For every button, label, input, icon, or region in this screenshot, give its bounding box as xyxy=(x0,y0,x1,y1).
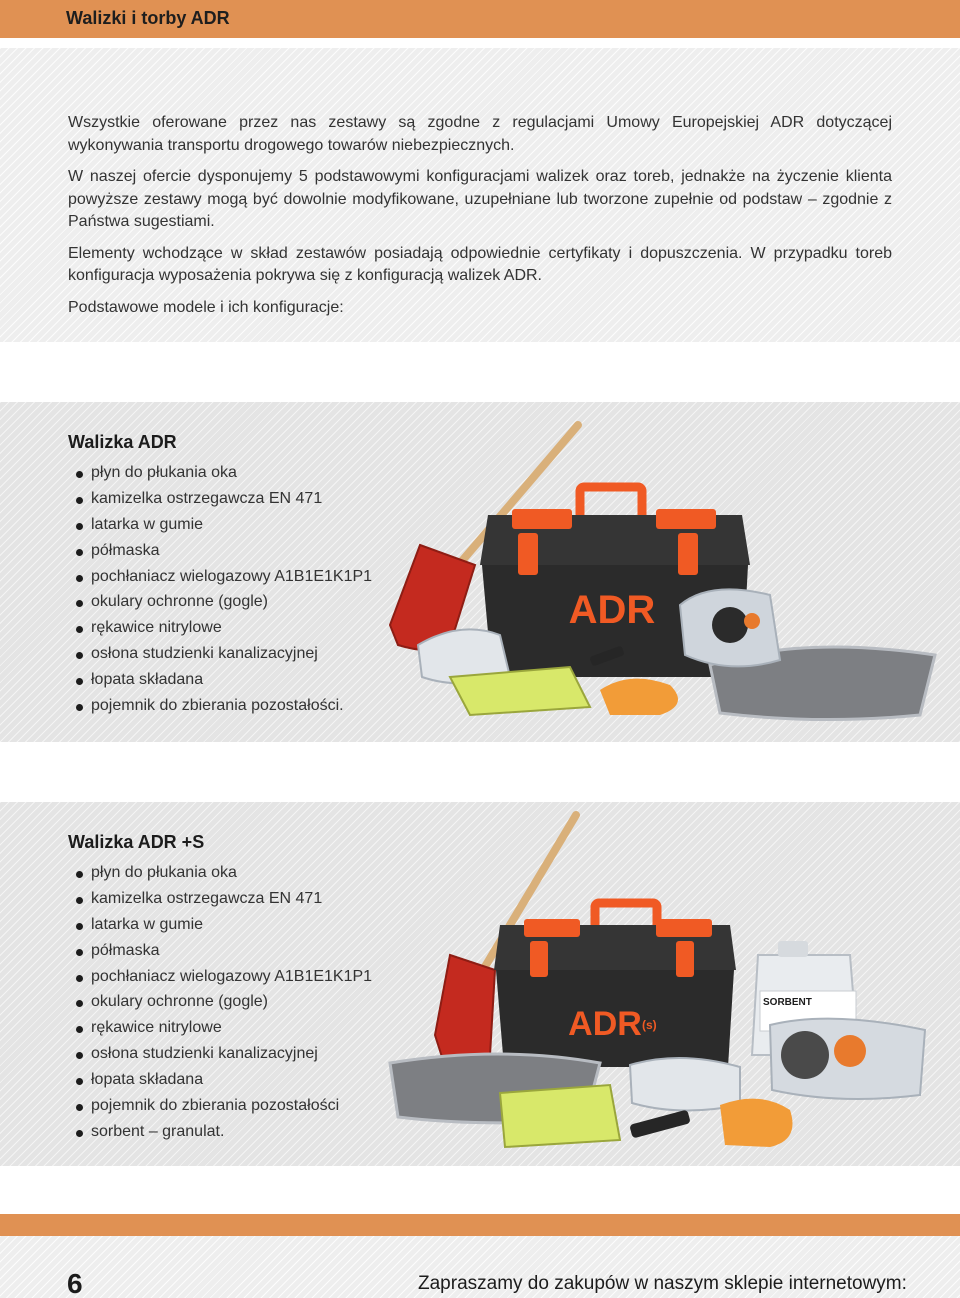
intro-paragraph: Wszystkie oferowane przez nas zestawy są zgodne z regulacjami Umowy Europejskiej ADR dotyczącej wykonywania transportu drogowego towarów niebezpiecznych. xyxy=(68,114,892,154)
list-item: osłona studzienki kanalizacyjnej xyxy=(76,1041,372,1067)
list-item: latarka w gumie xyxy=(76,912,372,938)
list-item: latarka w gumie xyxy=(76,512,372,538)
list-item: osłona studzienki kanalizacyjnej xyxy=(76,641,372,667)
list-item: płyn do płukania oka xyxy=(76,460,372,486)
canister-label-text: SORBENT xyxy=(763,997,812,1008)
intro-text xyxy=(68,112,892,328)
list-item: płyn do płukania oka xyxy=(76,860,372,886)
box-latch xyxy=(518,533,538,575)
header-bar xyxy=(0,0,960,38)
list-item: pochłaniacz wielogazowy A1B1E1K1P1 xyxy=(76,564,372,590)
product-title: Walizka ADR xyxy=(68,432,177,452)
list-item: półmaska xyxy=(76,938,372,964)
list-item: okulary ochronne (gogle) xyxy=(76,589,372,615)
gloves xyxy=(600,679,678,715)
adr-s-kit-photo xyxy=(380,805,940,1160)
list-item: rękawice nitrylowe xyxy=(76,615,372,641)
half-mask xyxy=(781,1031,829,1079)
footer-text: Zapraszamy do zakupów w naszym sklepie internetowym: xyxy=(418,1273,907,1294)
box-label: ADR xyxy=(568,1005,642,1043)
list-item: kamizelka ostrzegawcza EN 471 xyxy=(76,486,372,512)
list-item: półmaska xyxy=(76,538,372,564)
box-latch xyxy=(530,941,548,977)
box-latch xyxy=(678,533,698,575)
list-item: łopata składana xyxy=(76,1067,372,1093)
list-item: pojemnik do zbierania pozostałości xyxy=(76,1093,372,1119)
list-item: rękawice nitrylowe xyxy=(76,1015,372,1041)
box-latch xyxy=(676,941,694,977)
box-lid-compartment xyxy=(656,919,712,937)
intro-paragraph: W naszej ofercie dysponujemy 5 podstawowymi konfiguracjami walizek oraz toreb, jednakże na życzenie klienta powyższe zestawy mogą być dowolnie modyfikowane, uzupełniane lub tworzone zupełnie od podstaw – zgodnie z Państwa sugestiami. xyxy=(68,168,892,230)
box-lid-compartment xyxy=(656,509,716,529)
flashlight xyxy=(629,1109,691,1138)
footer-bar xyxy=(0,1214,960,1236)
list-item: pojemnik do zbierania pozostałości. xyxy=(76,693,372,719)
shovel-blade xyxy=(435,955,495,1060)
box-lid-compartment xyxy=(512,509,572,529)
gloves xyxy=(720,1099,793,1147)
safety-vest xyxy=(500,1085,620,1147)
half-mask xyxy=(712,607,748,643)
eyewash-bag xyxy=(630,1058,740,1111)
canister-cap xyxy=(778,941,808,957)
box-lid-compartment xyxy=(524,919,580,937)
adr-kit-photo xyxy=(380,415,940,725)
list-item: okulary ochronne (gogle) xyxy=(76,989,372,1015)
page-title: Walizki i torby ADR xyxy=(66,8,230,28)
product-item-list xyxy=(76,460,372,719)
box-label-suffix: (s) xyxy=(642,1018,657,1032)
filter-cartridge xyxy=(744,613,760,629)
list-item: łopata składana xyxy=(76,667,372,693)
intro-paragraph: Podstawowe modele i ich konfiguracje: xyxy=(68,298,344,316)
page-number: 6 xyxy=(67,1268,83,1298)
product-item-list xyxy=(76,860,372,1145)
intro-paragraph: Elementy wchodzące w skład zestawów posiadają odpowiednie certyfikaty i dopuszczenia. W przypadku toreb konfiguracja wyposażenia pokrywa się z konfiguracją walizek ADR. xyxy=(68,244,892,284)
list-item: kamizelka ostrzegawcza EN 471 xyxy=(76,886,372,912)
filter-cartridge xyxy=(834,1035,866,1067)
product-title: Walizka ADR +S xyxy=(68,832,205,852)
list-item: pochłaniacz wielogazowy A1B1E1K1P1 xyxy=(76,964,372,990)
box-label: ADR xyxy=(568,588,656,632)
list-item: sorbent – granulat. xyxy=(76,1119,372,1145)
